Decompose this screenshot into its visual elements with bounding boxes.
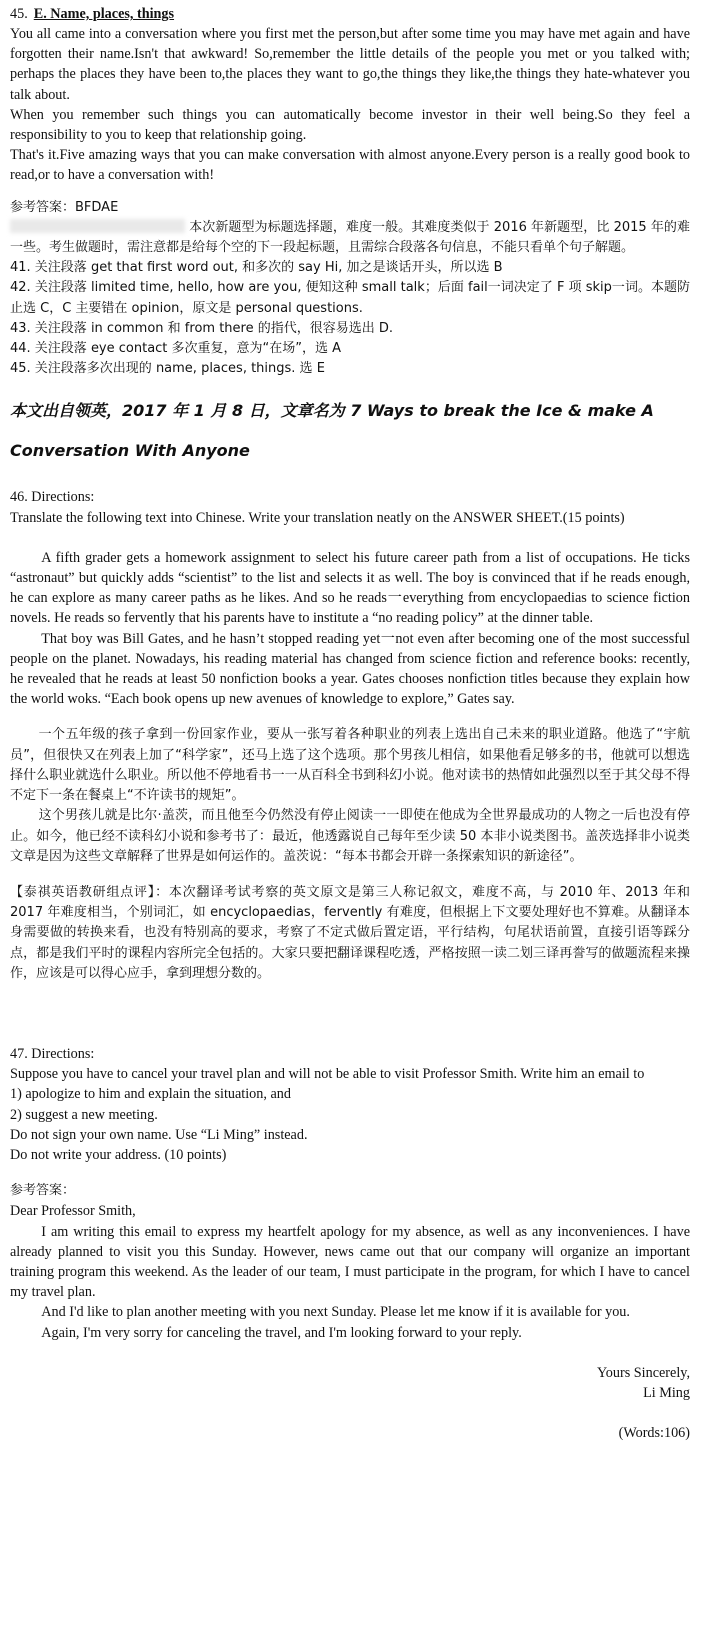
document-page: [10, 4, 690, 1443]
email-closing: Yours Sincerely,: [596, 1364, 690, 1381]
email-body-paragraph: And I'd like to plan another meeting with you next Sunday. Please let me know if it is available for you.: [41, 1304, 630, 1321]
answer-analysis: 本次新题型为标题选择题，难度一般。其难度类似于 2016 年新题型，比 2015 年的难一些。考生做题时，需注意都是给每个空的下一段起标题，且需综合段落各句信息，不能只看单个句子解题。: [10, 219, 690, 256]
q45-paragraph: That's it.Five amazing ways that you can make conversation with almost anyone.Every person is a really good book to read,or to have a conversation with!: [10, 147, 690, 184]
answer-item: 43. 关注段落 in common 和 from there 的指代，很容易选出 D.: [10, 320, 393, 336]
q46-instruction: Translate the following text into Chinese. Write your translation neatly on the ANSWER SHEET.(15 points): [10, 509, 625, 526]
q47-instruction: Suppose you have to cancel your travel plan and will not be able to visit Professor Smith. Write him an email to: [10, 1066, 645, 1083]
q45-paragraph: When you remember such things you can automatically become investor in their well being.So they feel a responsibility to you to keep that relationship going.: [10, 106, 690, 144]
q45-number: 45.: [10, 6, 28, 22]
q47-instruction: Do not sign your own name. Use “Li Ming” instead.: [10, 1126, 308, 1143]
email-body-paragraph: I am writing this email to express my heartfelt apology for my absence, as well as any inconveniences. I have already planned to visit you this Sunday. However, news came out that our company will organize an important training program this weekend. As the leader of our team, I must participate in the program, for which I have to cancel my travel plan.: [10, 1223, 690, 1301]
q47-answer-label: 参考答案：: [10, 1183, 76, 1199]
email-signature: Li Ming: [643, 1384, 690, 1401]
q47-instruction: 2) suggest a new meeting.: [10, 1106, 158, 1123]
q47-instruction: 1) apologize to him and explain the situation, and: [10, 1086, 291, 1103]
q47-title: 47. Directions:: [10, 1045, 95, 1062]
answer-item: 45. 关注段落多次出现的 name, places, things. 选 E: [10, 361, 325, 377]
answer-key: 参考答案：BFDAE: [10, 199, 119, 215]
q47-instruction: Do not write your address. (10 points): [10, 1146, 227, 1163]
q46-chinese-paragraph: 一个五年级的孩子拿到一份回家作业，要从一张写着各种职业的列表上选出自己未来的职业道路。他选了“宇航员”，但很快又在列表上加了“科学家”，还马上选了这个选项。那个男孩儿相信，如果他看足够多的书，他就可以想选择什么职业就选什么职业。所以他不停地看书一一从百科全书到科幻小说。他对读书的热情如此强烈以至于其父母不得不定下一条在餐桌上“不许读书的规矩”。: [10, 727, 690, 804]
q45-heading: [10, 4, 690, 24]
q46-commentary: 【泰祺英语教研组点评】：本次翻译考试考察的英文原文是第三人称记叙文，难度不高，与 2010 年、2013 年和 2017 年难度相当，个别词汇，如 encyclopaedias，fervently 有难度，但根据上下文要处理好也不算难。从翻译本身需要做的转换来看，也没有特别高的要求，考察了不定式做后置定语，平行结构，句尾状语前置，直接引语等踩分点，都是我们平时的课程内容所完全包括的。大家只要把翻译课程吃透，严格按照一读二划三译再誊写的做题流程来操作，应该是可以得心应手，拿到理想分数的。: [10, 884, 690, 981]
word-count: (Words:106): [618, 1425, 690, 1442]
q46-english-paragraph: A fifth grader gets a homework assignment to select his future career path from a list of occupations. He ticks “astronaut” but quickly adds “scientist” to the list and selects it as well. The boy is convinced that if he reads enough, he can explore as many career paths as he likes. And so he reads一everything from encyclopaedias to science fiction novels. He reads so fervently that his parents have to institute a “no reading policy” at the dinner table.: [10, 549, 690, 627]
q46-chinese-paragraph: 这个男孩儿就是比尔·盖茨，而且他至今仍然没有停止阅读一一即使在他成为全世界最成功的人物之一后也没有停止。如今，他已经不读科幻小说和参考书了：最近，他透露说自己每年至少读 50 本非小说类图书。盖茨选择非小说类文章是因为这些文章解释了世界是如何运作的。盖茨说：“每本书都会开辟一条探索知识的新途径”。: [10, 808, 690, 864]
answer-item: 41. 关注段落 get that first word out, 和多次的 say Hi, 加之是谈话开头，所以选 B: [10, 260, 503, 276]
q45-paragraph: You all came into a conversation where you first met the person,but after some time you may have met again and have forgotten their name.Isn't that awkward! So,remember the little details of the people you met or you talked with; perhaps the places they have been to,the places they want to go,the things they like,the things they hate-whatever you talk about.: [10, 26, 690, 103]
source-note: 本文出自领英，2017 年 1 月 8 日，文章名为 7 Ways to break the Ice & make A Conversation With Anyone: [10, 401, 654, 461]
q46-english-paragraph: That boy was Bill Gates, and he hasn’t stopped reading yet一not even after becoming one of the most successful people on the planet. Nowadays, his reading material has changed from science fiction and reference books: recently, he revealed that he reads at least 50 nonfiction books a year. Gates chooses nonfiction titles because they explain how the world woks. “Each book opens up new avenues of knowledge to explore,” Gates say.: [10, 630, 690, 708]
answer-item: 42. 关注段落 limited time, hello, how are you, 便知这种 small talk；后面 fail一词决定了 F 项 skip一词。本题防止选 C，C 主要错在 opinion，原文是 personal questions.: [10, 280, 690, 316]
q45-title: E. Name, places, things: [33, 6, 175, 22]
q46-title: 46. Directions:: [10, 489, 95, 506]
email-salutation: Dear Professor Smith,: [10, 1203, 136, 1220]
answer-item: 44. 关注段落 eye contact 多次重复，意为“在场”，选 A: [10, 341, 342, 357]
redacted-watermark: [10, 219, 185, 233]
email-body-paragraph: Again, I'm very sorry for canceling the travel, and I'm looking forward to your reply.: [41, 1324, 522, 1341]
